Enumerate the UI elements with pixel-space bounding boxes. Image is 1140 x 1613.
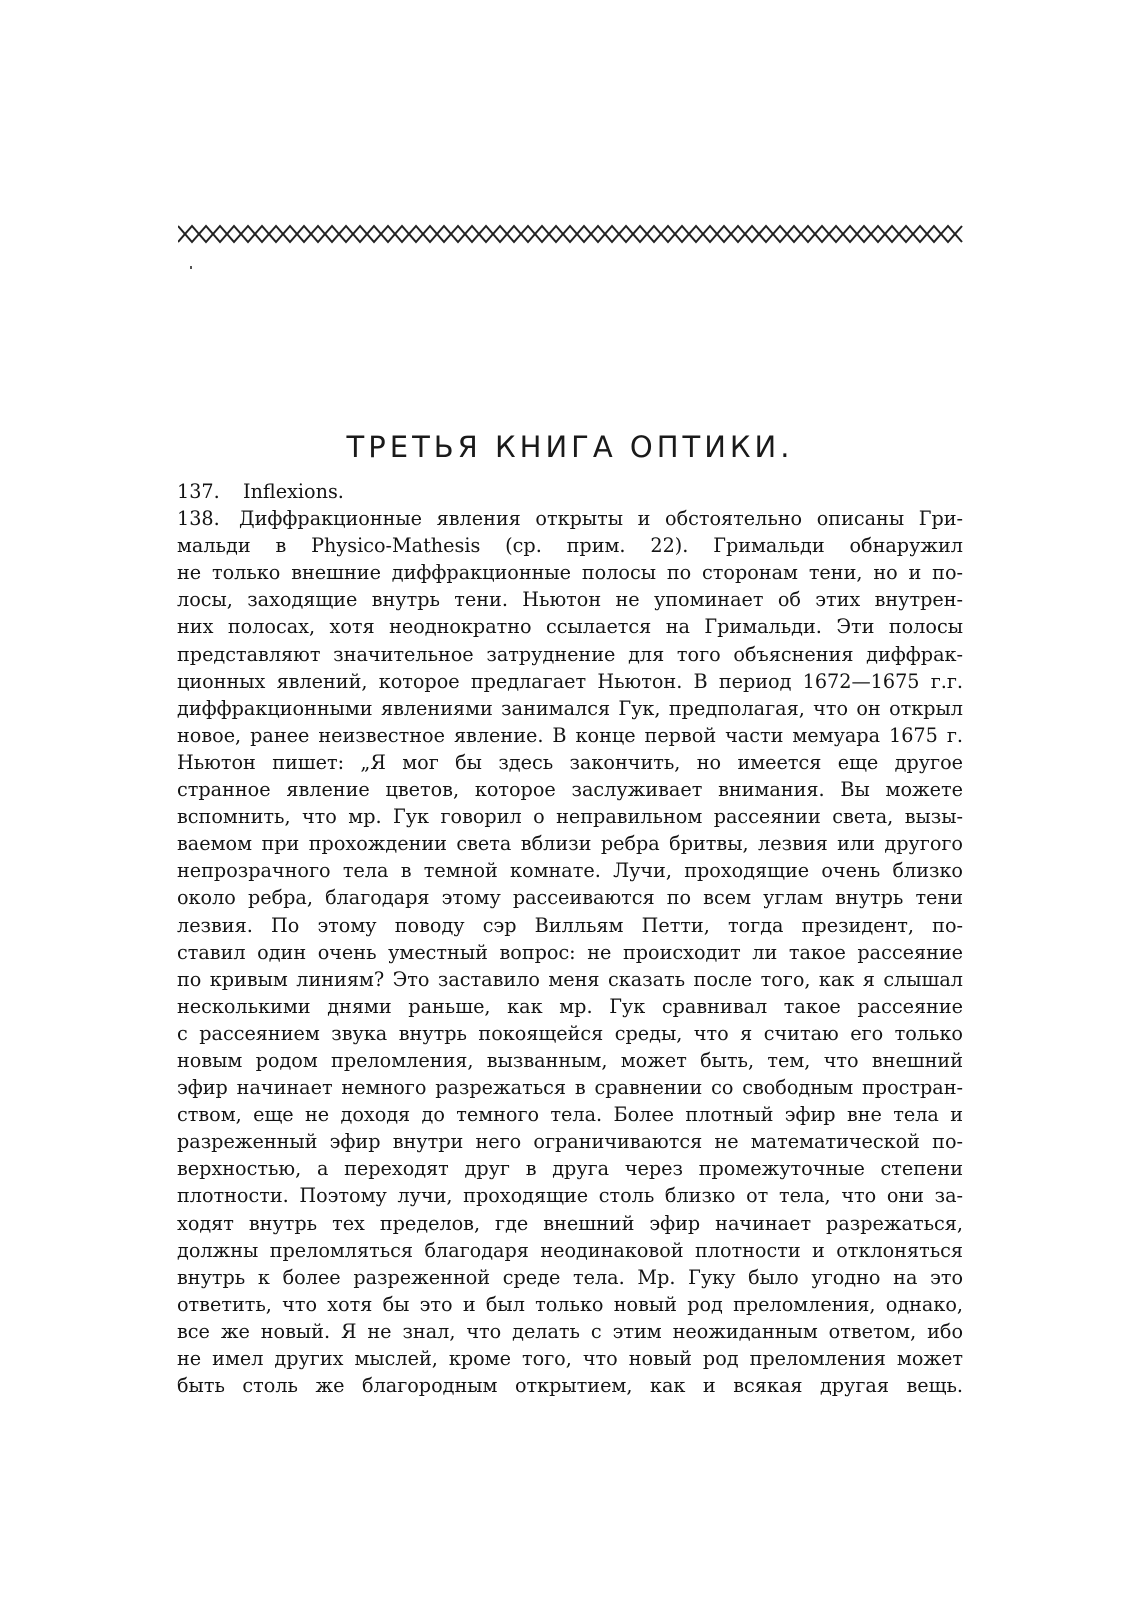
note-number: 138.	[177, 507, 220, 531]
note-line: представляют значительное затруднение для того объяснения диффрак-	[177, 642, 963, 666]
note-line: все же новый. Я не знал, что делать с этим неожиданным ответом, ибо	[177, 1319, 963, 1343]
note-line: ответить, что хотя бы это и был только новый род преломления, однако,	[177, 1292, 963, 1316]
note-line: с рассеянием звука внутрь покоящейся среды, что я считаю его только	[177, 1021, 963, 1045]
note-line: ваемом при прохождении света вблизи ребра бритвы, лезвия или другого	[177, 832, 963, 856]
note-line: ством, еще не доходя до темного тела. Более плотный эфир вне тела и	[177, 1103, 963, 1127]
note-line: новое, ранее неизвестное явление. В конце первой части мемуара 1675 г.	[177, 723, 963, 747]
note-line: вспомнить, что мр. Гук говорил о неправильном рассеянии света, вызы-	[177, 805, 963, 829]
note-line: внутрь к более разреженной среде тела. Мр. Гуку было угодно на это	[177, 1265, 963, 1289]
note-line	[177, 505, 963, 532]
note-line: ходят внутрь тех пределов, где внешний эфир начинает разрежаться,	[177, 1211, 963, 1235]
note-line: плотности. Поэтому лучи, проходящие столь близко от тела, что они за-	[177, 1184, 963, 1208]
note-line: них полосах, хотя неоднократно ссылается на Гримальди. Эти полосы	[177, 615, 963, 639]
note-138	[177, 505, 963, 1399]
note-text: Inflexions.	[243, 480, 344, 503]
note-line: верхностью, а переходят друг в друга через промежуточные степени	[177, 1157, 963, 1181]
note-line: должны преломляться благодаря неодинаковой плотности и отклоняться	[177, 1238, 963, 1262]
note-line: странное явление цветов, которое заслуживает внимания. Вы можете	[177, 778, 963, 802]
note-line: несколькими днями раньше, как мр. Гук сравнивал такое рассеяние	[177, 994, 963, 1018]
note-line: Ньютон пишет: „Я мог бы здесь закончить, но имеется еще другое	[177, 750, 963, 774]
note-line: эфир начинает немного разрежаться в сравнении со свободным простран-	[177, 1076, 963, 1100]
note-line: ставил один очень уместный вопрос: не происходит ли такое рассеяние	[177, 940, 963, 964]
note-line: около ребра, благодаря этому рассеиваются по всем углам внутрь тени	[177, 886, 963, 910]
note-line: ционных явлений, которое предлагает Ньютон. В период 1672—1675 г.г.	[177, 669, 963, 693]
note-line: диффракционными явлениями занимался Гук, предполагая, что он открыл	[177, 696, 963, 720]
note-text-line: Диффракционные явления открыты и обстоятельно описаны Гри-	[239, 507, 963, 531]
note-line: лезвия. По этому поводу сэр Вилльям Петти, тогда президент, по-	[177, 913, 963, 937]
note-line: разреженный эфир внутри него ограничиваются не математической по-	[177, 1130, 963, 1154]
note-line: по кривым линиям? Это заставило меня сказать после того, как я слышал	[177, 967, 963, 991]
note-line: не имел других мыслей, кроме того, что новый род преломления может	[177, 1347, 963, 1370]
note-line: мальди в Physico-Mathesis (ср. прим. 22). Гримальди обнаружил	[177, 534, 963, 558]
note-137	[177, 478, 963, 505]
print-speck	[190, 266, 192, 269]
note-line: не только внешние диффракционные полосы по сторонам тени, но и по-	[177, 561, 963, 585]
note-line: новым родом преломления, вызванным, может быть, тем, что внешний	[177, 1048, 963, 1072]
chapter-title: ТРЕТЬЯ КНИГА ОПТИКИ.	[346, 430, 794, 464]
note-number: 137.	[177, 480, 220, 503]
zigzag-border-ornament-icon	[178, 222, 964, 246]
note-line: непрозрачного тела в темной комнате. Лучи, проходящие очень близко	[177, 859, 963, 883]
notes-body	[177, 478, 963, 1399]
note-line: лосы, заходящие внутрь тени. Ньютон не упоминает об этих внутрен-	[177, 588, 963, 612]
note-line: быть столь же благородным открытием, как и всякая другая вещь.	[177, 1374, 963, 1398]
